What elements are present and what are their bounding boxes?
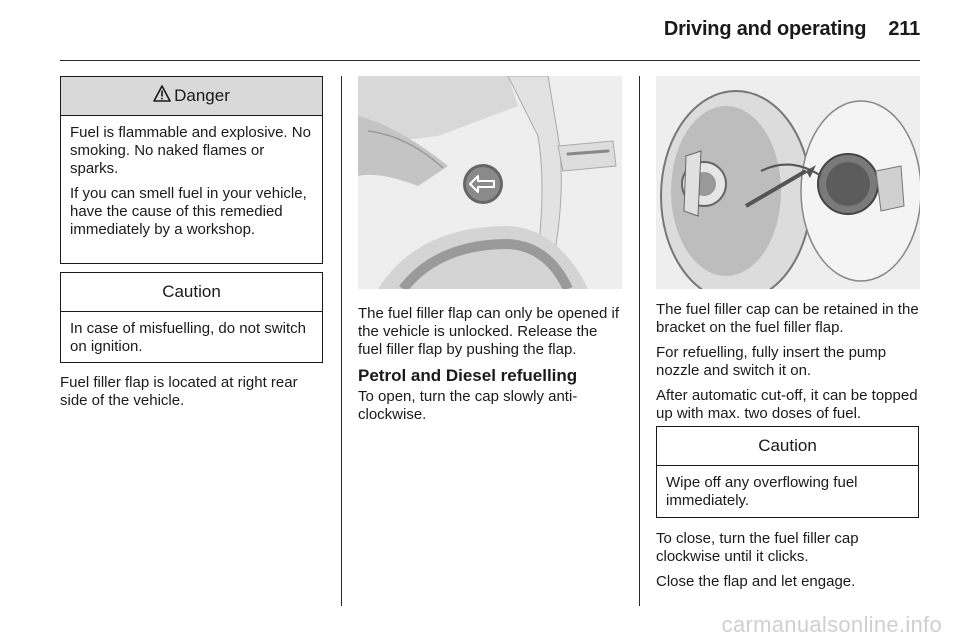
caution-box-1-body (61, 312, 322, 369)
caution-2-text: Wipe off any overflowing fuel immediately. (666, 474, 858, 509)
chapter-title: Driving and operating (663, 18, 867, 40)
col1-text-block (60, 374, 325, 417)
danger-box-body (61, 116, 322, 252)
caution-box-2 (656, 426, 919, 518)
danger-paragraph: Fuel is flammable and explosive. No smoking. No naked flames or sparks. (70, 124, 311, 177)
section-heading: Petrol and Diesel refuelling (358, 366, 578, 385)
col3-paragraph: The fuel filler cap can be retained in the bracket on the fuel filler flap. (656, 301, 919, 336)
caution-box-1 (60, 272, 323, 363)
col2-text-block (358, 305, 623, 431)
warning-triangle-icon (153, 78, 171, 116)
fuel-cap-figure (656, 76, 920, 289)
danger-box (60, 76, 323, 264)
col3-closing-block (656, 530, 922, 598)
caution-box-2-body (657, 466, 918, 523)
header-rule (60, 60, 920, 61)
col3-paragraph: After automatic cut-off, it can be topped up with max. two doses of fuel. (656, 387, 918, 422)
caution-box-2-header: Caution (657, 427, 918, 466)
col3-closing-paragraph: Close the flap and let engage. (656, 573, 856, 590)
danger-paragraph: If you can smell fuel in your vehicle, have the cause of this remedied immediately by a workshop. (70, 185, 307, 238)
col1-paragraph: Fuel filler flap is located at right rear side of the vehicle. (60, 374, 298, 409)
column-divider-2 (639, 76, 640, 606)
car-fuel-flap-figure (358, 76, 622, 289)
col2-paragraph: The fuel filler flap can only be opened if the vehicle is unlocked. Release the fuel filler flap by pushing the flap. (358, 305, 619, 358)
page-number: 211 (888, 18, 920, 40)
caution-1-text: In case of misfuelling, do not switch on ignition. (70, 320, 306, 355)
page-header (664, 18, 920, 41)
column-divider-1 (341, 76, 342, 606)
col3-paragraph: For refuelling, fully insert the pump nozzle and switch it on. (656, 344, 887, 379)
col3-closing-paragraph: To close, turn the fuel filler cap clockwise until it clicks. (656, 530, 859, 565)
watermark: carmanualsonline.info (721, 612, 942, 637)
col3-text-block (656, 301, 922, 430)
caution-box-1-header: Caution (61, 273, 322, 312)
danger-heading: Danger (174, 86, 230, 105)
col2-instruction: To open, turn the cap slowly anti-clockwise. (358, 388, 578, 423)
danger-box-header (61, 77, 322, 116)
